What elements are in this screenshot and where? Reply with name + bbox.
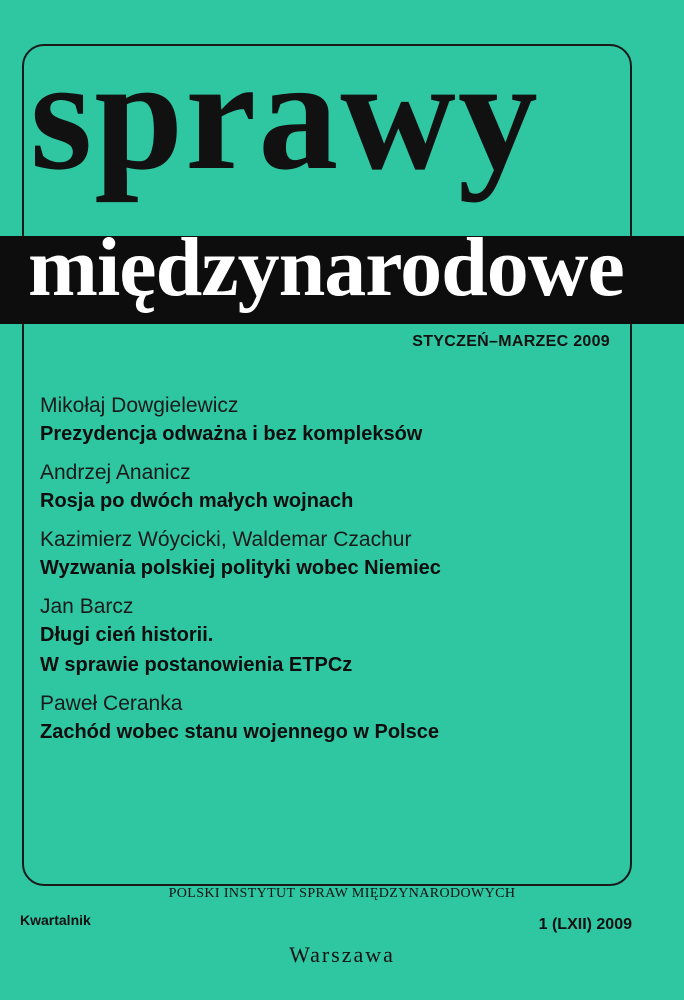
article-entry <box>40 593 620 680</box>
article-author: Kazimierz Wóycicki, Waldemar Czachur <box>40 528 412 551</box>
publication-city: Warszawa <box>289 942 395 967</box>
article-title: Prezydencja odważna i bez kompleksów <box>40 423 423 445</box>
article-title: Zachód wobec stanu wojennego w Polsce <box>40 721 439 743</box>
journal-title-main: sprawy <box>30 25 540 203</box>
issue-date: STYCZEŃ–MARZEC 2009 <box>412 333 610 350</box>
article-author: Andrzej Ananicz <box>40 461 191 484</box>
article-author: Jan Barcz <box>40 595 134 618</box>
article-author: Mikołaj Dowgielewicz <box>40 394 239 417</box>
article-title-line-1: Długi cień historii. <box>40 624 214 646</box>
article-entry <box>40 459 620 516</box>
publisher-name: POLSKI INSTYTUT SPRAW MIĘDZYNARODOWYCH <box>161 886 524 901</box>
article-entry <box>40 526 620 583</box>
journal-title-sub: międzynarodowe <box>28 221 624 314</box>
article-list <box>40 392 620 757</box>
issue-number: 1 (LXII) 2009 <box>538 916 632 933</box>
article-title: Rosja po dwóch małych wojnach <box>40 490 354 512</box>
publisher-line <box>0 886 684 902</box>
article-entry <box>40 392 620 449</box>
periodicity-label: Kwartalnik <box>20 912 91 928</box>
article-author: Paweł Ceranka <box>40 692 183 715</box>
article-title-line-2: W sprawie postanowienia ETPCz <box>40 654 353 676</box>
article-title: Wyzwania polskiej polityki wobec Niemiec <box>40 557 441 579</box>
article-entry <box>40 690 620 747</box>
